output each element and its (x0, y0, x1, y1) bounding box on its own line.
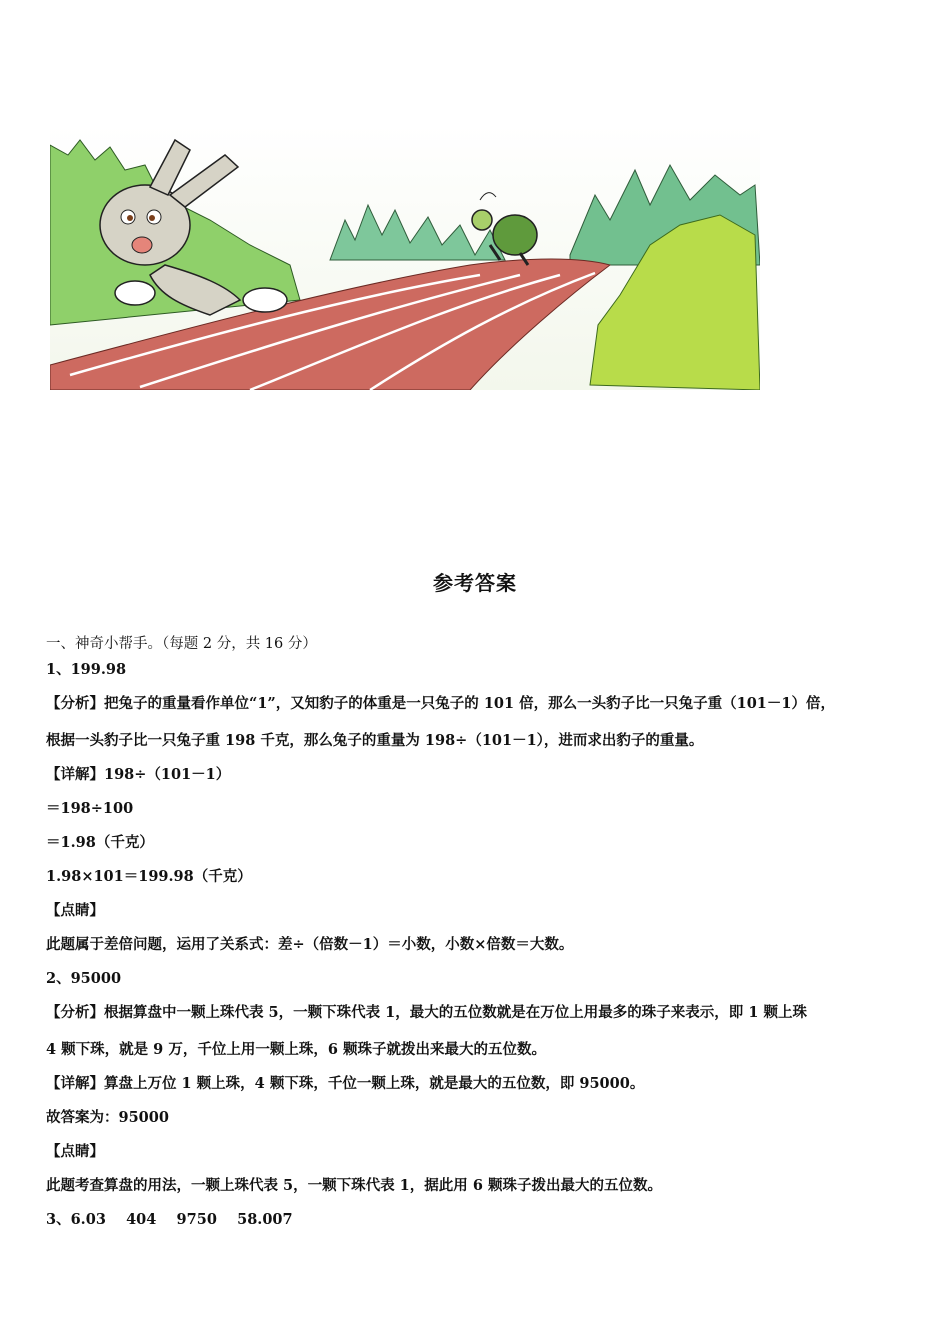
q2-final-answer: 故答案为：95000 (46, 1109, 169, 1126)
q2-comment: 此题考查算盘的用法，一颗上珠代表 5，一颗下珠代表 1，据此用 6 颗珠子拨出最大的五位数。 (46, 1177, 662, 1194)
q1-comment-label: 【点睛】 (46, 902, 104, 919)
q1-analysis-line2: 根据一头豹子比一只兔子重 198 千克，那么兔子的重量为 198÷（101－1），进而求出豹子的重量。 (46, 732, 704, 749)
race-illustration (50, 125, 760, 390)
page-title: 参考答案 (433, 571, 517, 595)
q1-detail-line4: 1.98×101＝199.98（千克） (46, 868, 252, 885)
q2-answer: 2、95000 (46, 970, 122, 987)
q2-detail-line1: 【详解】算盘上万位 1 颗上珠，4 颗下珠，千位一颗上珠，就是最大的五位数，即 95000。 (46, 1075, 645, 1092)
q1-analysis-line1: 【分析】把兔子的重量看作单位“1”，又知豹子的体重是一只兔子的 101 倍，那么一头豹子比一只兔子重（101－1）倍， (46, 695, 835, 712)
q2-analysis-line1: 【分析】根据算盘中一颗上珠代表 5，一颗下珠代表 1，最大的五位数就是在万位上用最多的珠子来表示，即 1 颗上珠 (46, 1004, 807, 1021)
q2-comment-label: 【点睛】 (46, 1143, 104, 1160)
q1-comment: 此题属于差倍问题，运用了关系式：差÷（倍数－1）＝小数，小数×倍数＝大数。 (46, 936, 574, 953)
q1-detail-line2: ＝198÷100 (46, 800, 134, 817)
q2-analysis-line2: 4 颗下珠，就是 9 万，千位上用一颗上珠，6 颗珠子就拨出来最大的五位数。 (46, 1041, 546, 1058)
q1-detail-line3: ＝1.98（千克） (46, 834, 154, 851)
section-heading: 一、神奇小帮手。（每题 2 分，共 16 分） (46, 636, 317, 652)
q1-detail-line1: 【详解】198÷（101－1） (46, 766, 231, 783)
q3-answer: 3、6.03 404 9750 58.007 (46, 1211, 293, 1228)
q1-answer: 1、199.98 (46, 661, 127, 678)
